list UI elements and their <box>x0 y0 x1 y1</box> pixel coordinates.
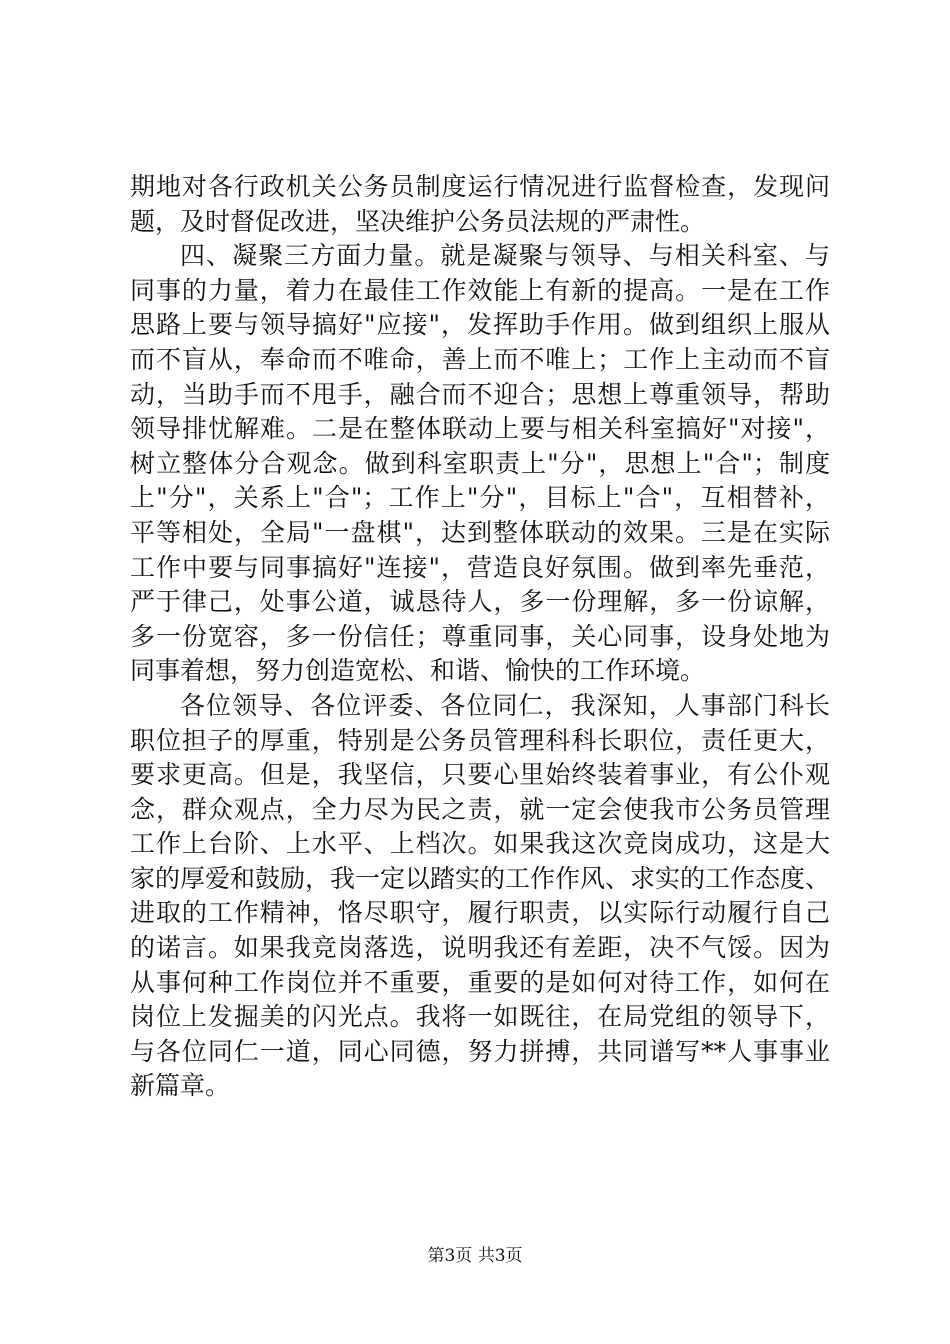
text-line: 多一份宽容，多一份信任；尊重同事，关心同事，设身处地为 <box>130 621 830 651</box>
text-line: 领导排忧解难。二是在整体联动上要与相关科室搞好"对接"， <box>130 414 830 444</box>
text-line: 动，当助手而不甩手，融合而不迎合；思想上尊重领导，帮助 <box>130 379 830 409</box>
paragraph-start-line: 四、凝聚三方面力量。就是凝聚与领导、与相关科室、与 <box>180 241 830 271</box>
paragraph-start-line: 各位领导、各位评委、各位同仁，我深知，人事部门科长 <box>180 690 830 720</box>
text-line: 新篇章。 <box>130 1071 231 1101</box>
text-line: 思路上要与领导搞好"应接"，发挥助手作用。做到组织上服从 <box>130 310 830 340</box>
text-line: 要求更高。但是，我坚信，只要心里始终装着事业，有公仆观 <box>130 760 830 790</box>
text-line: 岗位上发掘美的闪光点。我将一如既往，在局党组的领导下， <box>130 1002 830 1032</box>
text-line: 严于律己，处事公道，诚恳待人，多一份理解，多一份谅解， <box>130 587 830 617</box>
text-line: 树立整体分合观念。做到科室职责上"分"，思想上"合"；制度 <box>130 448 830 478</box>
text-line: 同事的力量，着力在最佳工作效能上有新的提高。一是在工作 <box>130 275 830 305</box>
text-line: 期地对各行政机关公务员制度运行情况进行监督检查，发现问 <box>130 172 830 201</box>
text-line: 题，及时督促改进，坚决维护公务员法规的严肃性。 <box>130 206 706 236</box>
text-line: 进取的工作精神，恪尽职守，履行职责，以实际行动履行自己 <box>130 898 830 928</box>
text-line: 的诺言。如果我竞岗落选，说明我还有差距，决不气馁。因为 <box>130 933 830 963</box>
text-line: 上"分"，关系上"合"；工作上"分"，目标上"合"，互相替补， <box>130 483 830 513</box>
text-line: 念，群众观点，全力尽为民之责，就一定会使我市公务员管理 <box>130 794 830 824</box>
document-body <box>130 170 830 1104</box>
text-line: 工作上台阶、上水平、上档次。如果我这次竞岗成功，这是大 <box>130 829 830 859</box>
text-line: 职位担子的厚重，特别是公务员管理科科长职位，责任更大， <box>130 725 830 755</box>
text-line: 同事着想，努力创造宽松、和谐、愉快的工作环境。 <box>130 656 706 686</box>
text-line: 工作中要与同事搞好"连接"，营造良好氛围。做到率先垂范， <box>130 552 830 582</box>
text-line: 平等相处，全局"一盘棋"，达到整体联动的效果。三是在实际 <box>130 517 830 547</box>
text-line: 从事何种工作岗位并不重要，重要的是如何对待工作，如何在 <box>130 967 830 997</box>
text-line: 而不盲从，奉命而不唯命，善上而不唯上；工作上主动而不盲 <box>130 344 830 374</box>
text-line: 家的厚爱和鼓励，我一定以踏实的工作作风、求实的工作态度、 <box>130 863 831 893</box>
text-line: 与各位同仁一道，同心同德，努力拼搏，共同谱写**人事事业 <box>130 1036 830 1066</box>
page-number-footer: 第3页 共3页 <box>427 1246 523 1266</box>
